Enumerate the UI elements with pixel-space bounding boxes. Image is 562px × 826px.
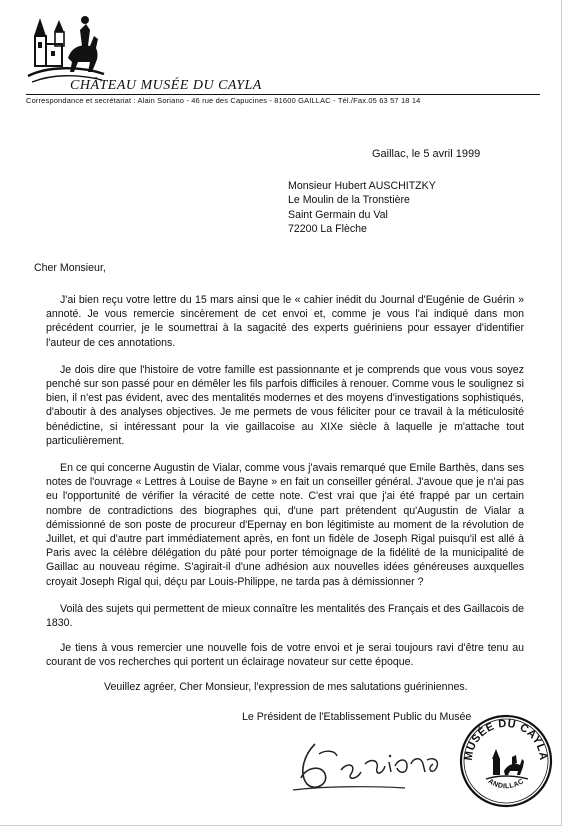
body-paragraph: Voilà des sujets qui permettent de mieux connaître les mentalités des Français et des Gaillacois de 1830. xyxy=(46,602,525,630)
recipient-line: Le Moulin de la Tronstière xyxy=(288,194,410,207)
body-paragraph: En ce qui concerne Augustin de Vialar, comme vous j'avais remarqué que Emile Barthès, dans ses notes de l'ouvrage « Lettres à Louise de Bayne » en fait un conseiller général. J'avoue que je n'ai pas eu l'opportunité de vérifier la véracité de cette note. C'est vrai que j'ai été frappé par un certain nombre de contradictions des biographes qui, d'une part prétendent qu'Augustin de Vialar a démissionné de son poste de procureur d'Epernay en bon légitimiste au moment de la révolution de Juillet, et qui d'autre part immédiatement après, en font un fidèle de Joseph Rigal puisqu'il est allé à Paris avec la célèbre délégation du pâté pour porter témoignage de la fidélité de la municipalité de Gaillac au nouveau régime. S'agirait-il d'une adhésion aux nouvelles idées généreuses auxquelles croyait Joseph Rigal qui, déçu par Louis-Philippe, ne tarda pas à démissionner ? xyxy=(46,462,524,588)
body-paragraph: J'ai bien reçu votre lettre du 15 mars ainsi que le « cahier inédit du Journal d'Eugénie de Guérin » annoté. Je vous remercie sincèrement de cet envoi et, comme je vous l'ai indiqué dans mon précédent courrier, je le soumettrai à la sagacité des experts guériniens pour essayer d'identifier l'auteur de ces annotations. xyxy=(46,294,524,349)
chateau-logo-icon xyxy=(24,6,106,86)
recipient-line: Saint Germain du Val xyxy=(288,208,388,221)
recipient-line: Monsieur Hubert AUSCHITZKY xyxy=(288,180,436,192)
signatory-title: Le Président de l'Etablissement Public du Musée xyxy=(242,711,472,723)
body-paragraph: Je tiens à vous remercier une nouvelle fois de votre envoi et je serai toujours ravi d'être tenu au courant de vos recherches qui portent un éclairage novateur sur cette époque. xyxy=(46,642,524,669)
recipient-line: 72200 La Flèche xyxy=(288,222,367,235)
body-paragraph: Je dois dire que l'histoire de votre famille est passionnante et je comprends que vous vous soyez penché sur son passé pour en démêler les fils parfois difficiles à renouer. Comme vous le soulignez si bien, il n'est pas évident, avec des mentalités modernes et des moyens d'investigations sophistiqués, d'aboutir à des analyses objectives. Je me permets de vous féliciter pour ce travail à la méticulosité bénédictine, si intéressant pour la vie gaillacoise au XIXe siècle à laquelle je m'attache tout particulièrement. xyxy=(46,363,524,447)
handwritten-signature xyxy=(285,734,445,796)
svg-text:ANDILLAC xyxy=(487,778,526,790)
header-divider xyxy=(26,94,540,95)
org-name: CHÂTEAU MUSÉE DU CAYLA xyxy=(70,78,262,93)
recipient-address xyxy=(288,179,436,236)
museum-stamp-icon xyxy=(458,713,554,809)
letter-body xyxy=(46,293,524,683)
stamp-bottom-text: ANDILLAC xyxy=(486,777,526,791)
org-address: Correspondance et secrétariat : Alain Soriano - 46 rue des Capucines - 81600 GAILLAC - Tél./Fax.05 63 57 18 14 xyxy=(26,96,421,105)
closing-formula: Veuillez agréer, Cher Monsieur, l'expression de mes salutations guériniennes. xyxy=(104,681,468,693)
greeting: Cher Monsieur, xyxy=(34,262,106,274)
stamp-top-text: MUSÉE DU CAYLA xyxy=(462,717,550,762)
svg-text:MUSÉE DU CAYLA xyxy=(463,718,549,762)
letter-date: Gaillac, le 5 avril 1999 xyxy=(372,148,481,160)
